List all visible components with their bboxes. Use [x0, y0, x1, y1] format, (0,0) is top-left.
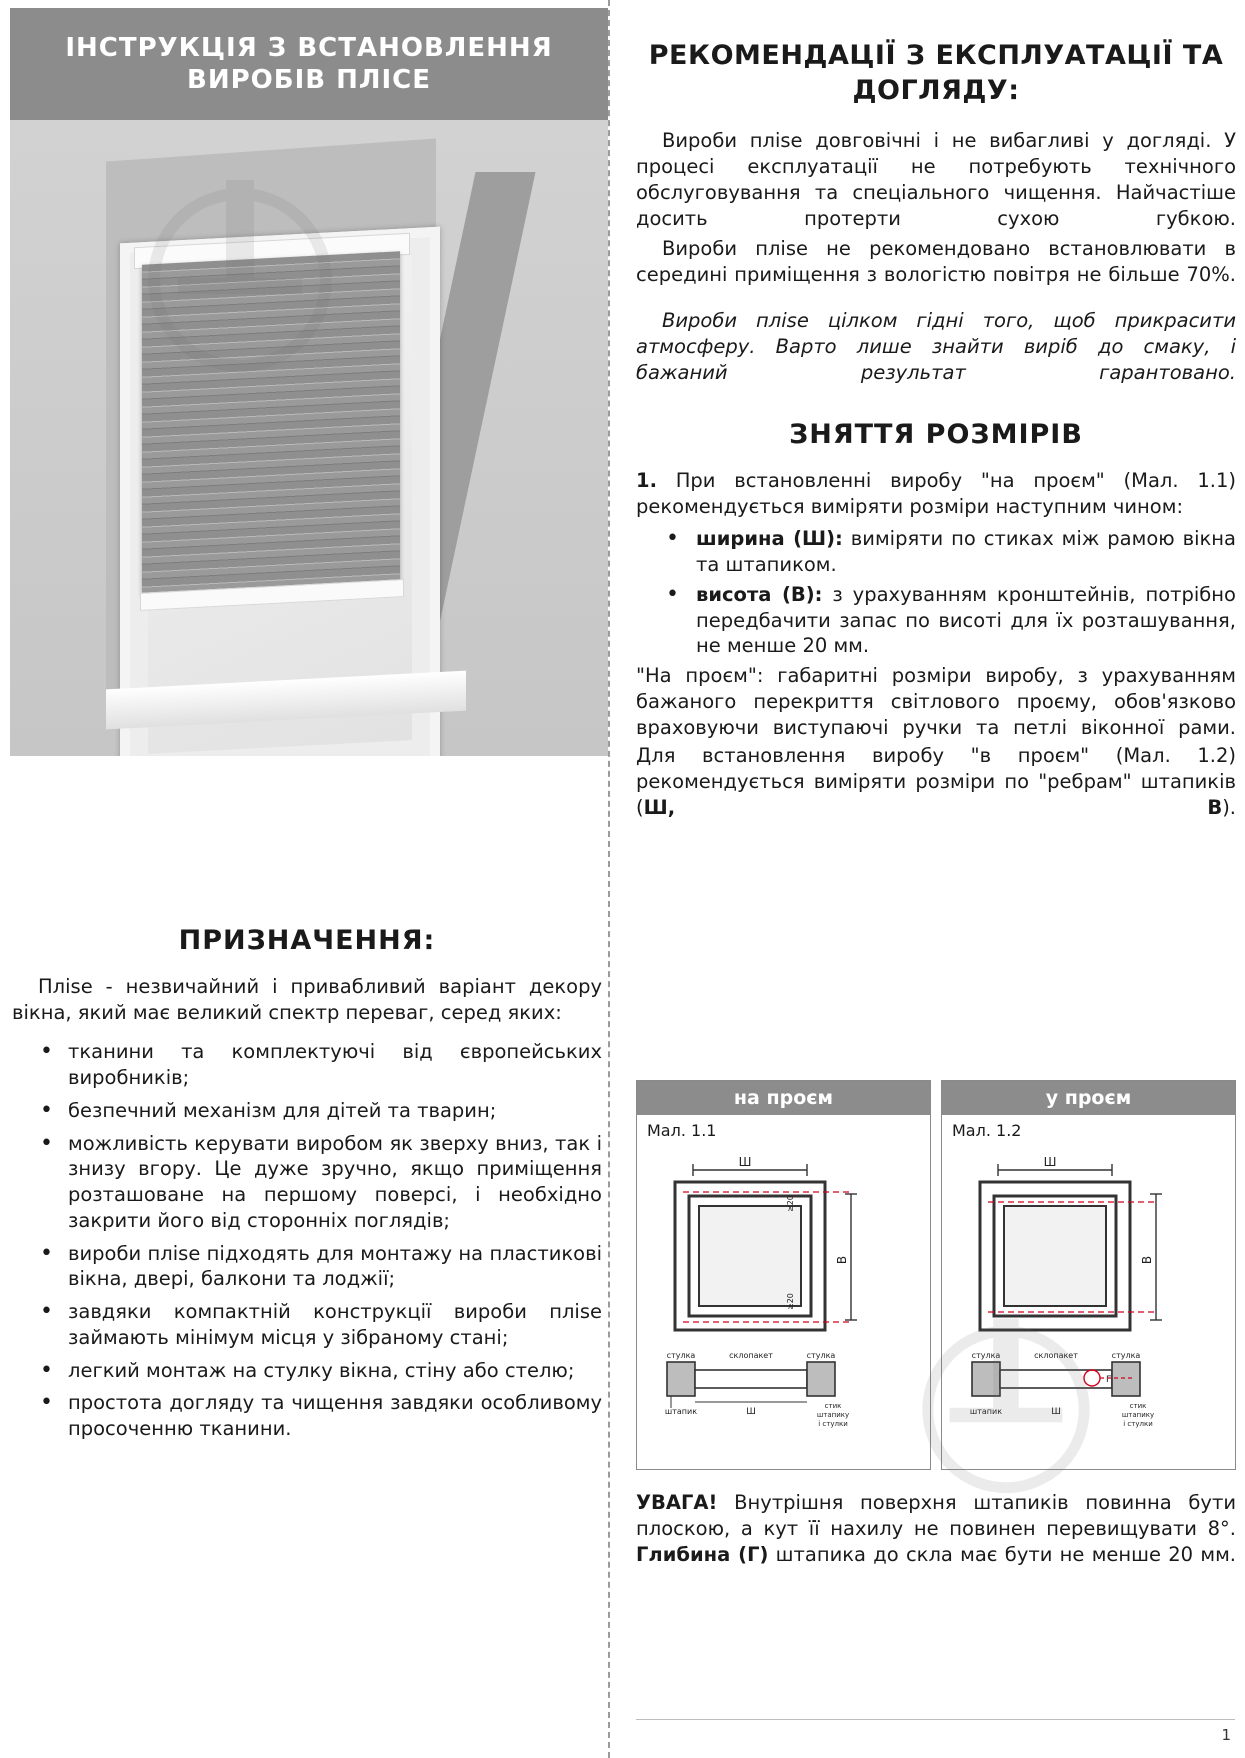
page-number: 1 — [1221, 1726, 1231, 1744]
attention-note — [636, 1490, 1236, 1568]
figure-2-caption: Мал. 1.2 — [952, 1121, 1022, 1140]
list-item: • безпечний механізм для дітей та тварин; — [12, 1098, 602, 1124]
list-item: • завдяки компактній конструкції вироби пліse займають мінімум місця у зібраному стані; — [12, 1299, 602, 1350]
list-item: • вироби пліse підходять для монтажу на пластикові вікна, двері, балкони та лоджії; — [12, 1241, 602, 1292]
svg-text:Ш: Ш — [1051, 1407, 1061, 1417]
svg-text:штапику: штапику — [1121, 1411, 1155, 1419]
svg-text:≥20: ≥20 — [786, 1293, 795, 1310]
svg-text:Ш: Ш — [1043, 1155, 1057, 1169]
list-item — [636, 582, 1236, 659]
measurement-intro — [636, 468, 1236, 520]
list-item: • простота догляду та чищення завдяки особливому просоченню тканини. — [12, 1390, 602, 1441]
attention-text-2: штапика до скла має бути не менше 20 мм. — [768, 1542, 1236, 1566]
footer-rule — [636, 1719, 1235, 1720]
list-item — [636, 526, 1236, 577]
attention-label: УВАГА! — [636, 1491, 718, 1514]
care-paragraph-3: Вироби пліse цілком гідні того, щоб прикрасити атмосферу. Варто лише знайти виріб до смаку, і бажаний результат гарантовано. — [636, 308, 1236, 384]
measurement-p3-part2: ). — [1222, 795, 1236, 819]
list-item: • тканини та комплектуючі від європейських виробників; — [12, 1039, 602, 1090]
svg-text:і стулки: і стулки — [818, 1420, 848, 1428]
care-paragraph-2: Вироби пліse не рекомендовано встановлювати в середині приміщення з вологістю повітря не більше 70%. — [636, 236, 1236, 286]
figure-2-drawing — [942, 1140, 1235, 1440]
column-divider — [608, 0, 610, 1758]
measurement-p3-part1: Для встановлення виробу "в проєм" (Мал. 1.2) рекомендується виміряти розміри по "ребрам" штапиків ( — [636, 743, 1236, 819]
care-paragraph-1: Вироби пліse довговічні і не вибагливі у догляді. У процесі експлуатації не потребують технічного обслуговування та спеціального чищення. Найчастіше досить протерти сухою губкою. — [636, 129, 1236, 230]
svg-text:В: В — [1140, 1255, 1154, 1265]
figures-table — [636, 1080, 1236, 1470]
svg-text:стулка: стулка — [971, 1351, 1001, 1360]
purpose-title: ПРИЗНАЧЕННЯ: — [178, 925, 436, 956]
measurement-intro-text: При встановленні виробу "на проєм" (Мал. 1.1) рекомендується виміряти розміри наступним чином: — [636, 469, 1236, 519]
figure-on-opening — [636, 1080, 931, 1470]
pleated-blind — [142, 251, 400, 595]
svg-text:стулка: стулка — [666, 1351, 696, 1360]
svg-text:Г: Г — [1106, 1375, 1112, 1385]
svg-text:В: В — [835, 1255, 849, 1265]
svg-text:стулка: стулка — [1111, 1351, 1141, 1360]
width-text: виміряти по стиках між рамою вікна та штапиком. — [696, 527, 1236, 577]
measurement-intro-number: 1. — [636, 469, 657, 493]
care-recommendations-title: РЕКОМЕНДАЦІЇ З ЕКСПЛУАТАЦІЇ ТА ДОГЛЯДУ: — [648, 40, 1224, 107]
height-label: висота (В): — [696, 582, 823, 606]
svg-text:склопакет: склопакет — [729, 1351, 773, 1360]
figure-in-opening — [941, 1080, 1236, 1470]
svg-text:стик: стик — [1129, 1402, 1147, 1410]
figure-1-svg — [637, 1140, 927, 1440]
left-header-banner — [10, 8, 608, 120]
depth-label: Глибина (Г) — [636, 1542, 769, 1566]
list-item: • легкий монтаж на стулку вікна, стіну або стелю; — [12, 1358, 602, 1384]
left-header-title: ІНСТРУКЦІЯ З ВСТАНОВЛЕННЯ ВИРОБІВ ПЛІСЕ — [65, 32, 553, 95]
measurement-title: ЗНЯТТЯ РОЗМІРІВ — [789, 419, 1083, 451]
purpose-list — [12, 1039, 602, 1441]
measurement-paragraph-2: "На проєм": габаритні розміри виробу, з урахуванням бажаного перекриття світлового проєму, обов'язково враховуючи виступаючі ручки та петлі віконної рами. — [636, 664, 1236, 739]
figure-2-svg — [942, 1140, 1232, 1440]
list-item: • можливість керувати виробом як зверху вниз, так і знизу вгору. Це дуже зручно, якщо приміщення розташоване на першому поверсі, і необхідно закрити його від сторонніх поглядів; — [12, 1131, 602, 1234]
figure-1-caption: Мал. 1.1 — [647, 1121, 717, 1140]
height-text: з урахуванням кронштейнів, потрібно передбачити запас по висоті для їх розташування, не менше 20 мм. — [696, 582, 1236, 658]
svg-text:≥20: ≥20 — [786, 1195, 795, 1212]
svg-text:склопакет: склопакет — [1034, 1351, 1078, 1360]
svg-text:Ш: Ш — [738, 1155, 752, 1169]
attention-text-1: Внутрішня поверхня штапиків повинна бути плоскою, а кут її нахилу не повинен перевищувати 8°. — [636, 1491, 1236, 1540]
figure-1-header: на проєм — [637, 1081, 930, 1115]
svg-text:штапик: штапик — [664, 1407, 698, 1416]
right-column — [636, 0, 1236, 1758]
svg-text:штапик: штапик — [969, 1407, 1003, 1416]
svg-text:штапику: штапику — [816, 1411, 850, 1419]
left-column — [0, 0, 608, 1758]
figure-1-drawing — [637, 1140, 930, 1440]
width-label: ширина (Ш): — [696, 527, 843, 551]
svg-text:стик: стик — [824, 1402, 842, 1410]
measurement-p3-bold: Ш, В — [643, 795, 1223, 819]
purpose-intro: Пліse - незвичайний і привабливий варіант декору вікна, який має великий спектр переваг, серед яких: — [12, 975, 602, 1024]
purpose-section — [12, 925, 602, 1449]
measurement-list — [636, 526, 1236, 659]
blind-installation-photo — [10, 120, 608, 756]
figure-2-header: у проєм — [942, 1081, 1235, 1115]
svg-text:і стулки: і стулки — [1123, 1420, 1153, 1428]
measurement-paragraph-3 — [636, 743, 1236, 821]
svg-text:Ш: Ш — [746, 1407, 756, 1417]
svg-text:стулка: стулка — [806, 1351, 836, 1360]
